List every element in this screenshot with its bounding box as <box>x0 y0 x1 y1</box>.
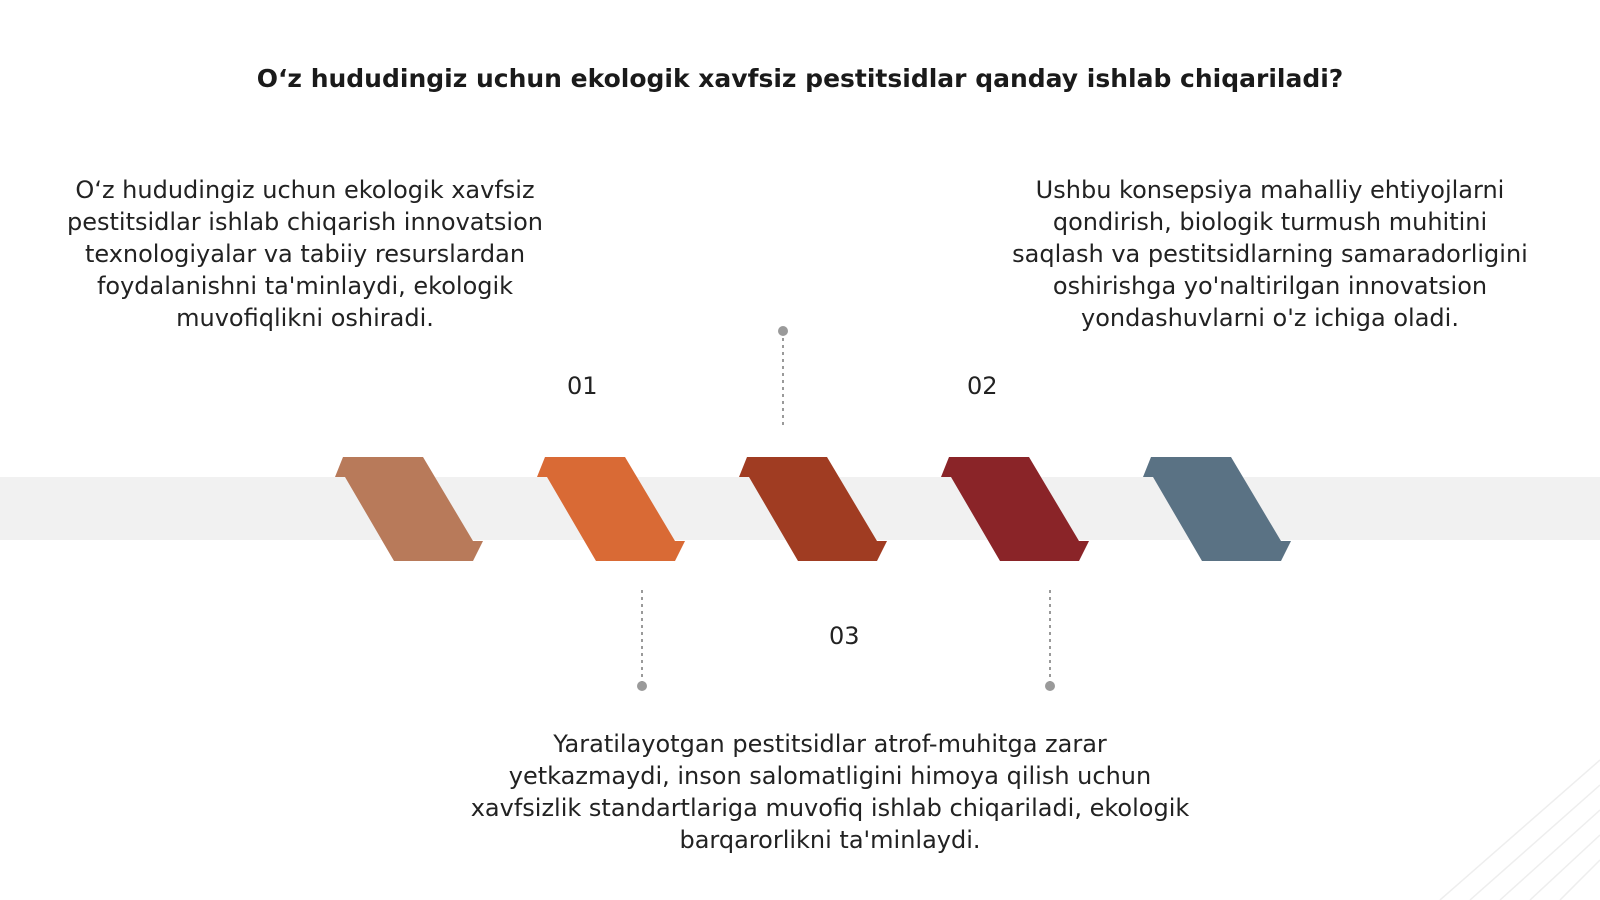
decorative-corner-pattern <box>1400 740 1600 900</box>
step-2-description: Ushbu konsepsiya mahalliy ehtiyojlarni qondirish, biologik turmush muhitini saqlash va pestitsidlarning samaradorligini oshirishga yo'naltirilgan innovatsion yondashuvlarni o'z ichiga oladi. <box>1012 176 1528 332</box>
page-title: O‘z hududingiz uchun ekologik xavfsiz pestitsidlar qanday ishlab chiqariladi? <box>256 64 1344 93</box>
connector-top <box>778 326 788 428</box>
connector-bottom-right <box>1045 590 1055 691</box>
step-3-description: Yaratilayotgan pestitsidlar atrof-muhitga zarar yetkazmaydi, inson salomatligini himoya qilish uchun xavfsizlik standartlariga muvofiq ishlab chiqariladi, ekologik barqarorlikni ta'minlaydi. <box>470 730 1190 854</box>
step-1-number: 01 <box>567 372 598 400</box>
connector-bottom-left <box>637 590 647 691</box>
step-1-description: O‘z hududingiz uchun ekologik xavfsiz pestitsidlar ishlab chiqarish innovatsion texnologiyalar va tabiiy resurslardan foydalanishni ta'minlaydi, ekologik muvofiqlikni oshiradi. <box>67 176 543 332</box>
step-2-number: 02 <box>967 372 998 400</box>
step-3-number: 03 <box>829 622 860 650</box>
